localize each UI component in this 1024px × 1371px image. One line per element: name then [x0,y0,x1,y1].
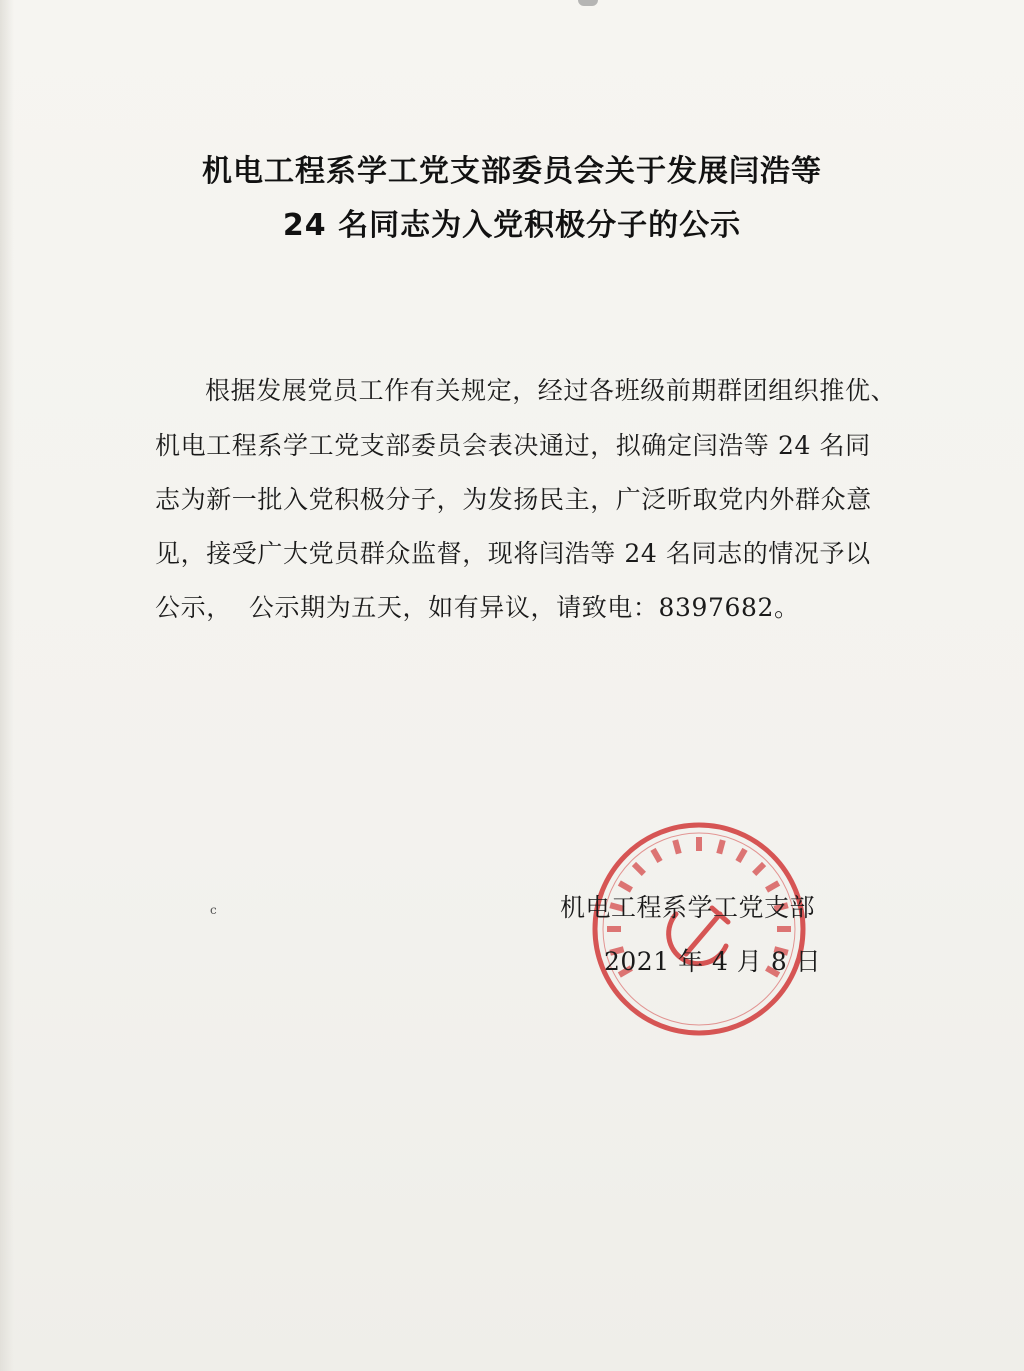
body-line-3: 志为新一批入党积极分子，为发扬民主，广泛听取党内外群众意 [155,485,872,514]
scan-artifact [578,0,598,6]
stray-mark: c [210,903,217,917]
signature-organization: 机电工程系学工党支部 [560,893,816,922]
document-title-line-1: 机电工程系学工党支部委员会关于发展闫浩等 [202,154,822,189]
body-line-4: 见，接受广大党员群众监督，现将闫浩等 24 名同志的情况予以 [155,539,871,568]
official-seal-stamp [588,818,810,1040]
body-line-5: 公示， 公示期为五天，如有异议，请致电：8397682。 [155,593,800,622]
body-line-2: 机电工程系学工党支部委员会表决通过，拟确定闫浩等 24 名同 [155,431,871,460]
document-title-line-2: 24 名同志为入党积极分子的公示 [282,208,742,243]
signature-date: 2021 年 4 月 8 日 [604,947,822,976]
body-line-1: 根据发展党员工作有关规定，经过各班级前期群团组织推优、 [205,376,897,405]
